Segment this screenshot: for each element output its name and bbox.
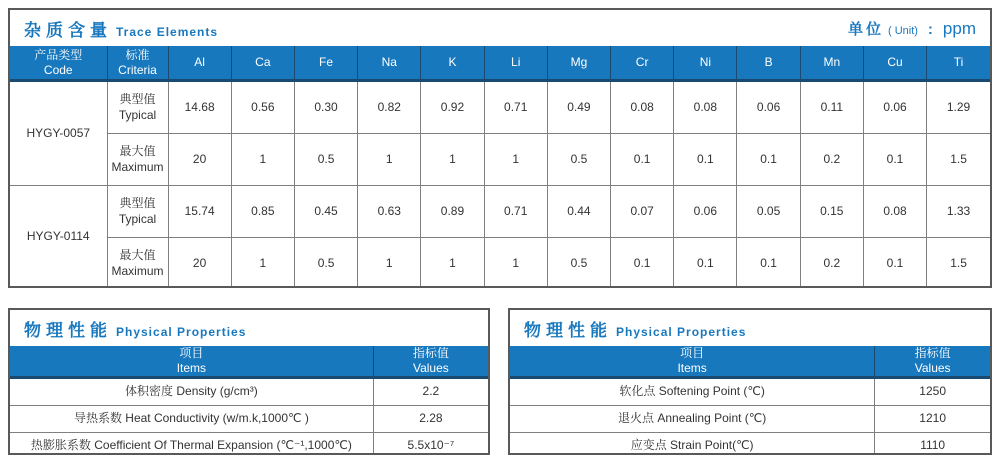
value-cell: 0.06	[674, 186, 737, 238]
value-cell: 0.2	[800, 238, 863, 289]
table-row	[10, 378, 488, 406]
header-criteria	[107, 46, 168, 81]
value-cell: 0.44	[547, 186, 610, 238]
physical-right-titlebar	[510, 310, 990, 346]
value-cell: 0.5	[294, 238, 357, 289]
header-values-zh: 指标值	[412, 346, 449, 360]
physical-left-header-row	[10, 346, 488, 378]
trace-elements-titlebar	[10, 10, 990, 46]
trace-elements-table	[10, 46, 990, 288]
physical-right-title-en: Physical Properties	[616, 324, 747, 339]
table-row	[10, 81, 990, 134]
trace-elements-panel	[8, 8, 992, 288]
value-cell: 1110	[875, 433, 990, 456]
code-cell: HYGY-0057	[10, 81, 107, 186]
physical-left-title-zh: 物理性能	[24, 320, 112, 340]
header-element-ti: Ti	[927, 46, 990, 81]
value-cell: 0.08	[863, 186, 926, 238]
criteria-zh: 典型值	[119, 91, 156, 106]
value-cell: 5.5x10⁻⁷	[373, 433, 488, 456]
value-cell: 0.2	[800, 134, 863, 186]
criteria-en: Typical	[118, 211, 157, 226]
value-cell: 0.71	[484, 81, 547, 134]
criteria-cell	[107, 134, 168, 186]
header-element-fe: Fe	[294, 46, 357, 81]
value-cell: 0.06	[737, 81, 800, 134]
value-cell: 0.85	[231, 186, 294, 238]
value-cell: 0.5	[547, 134, 610, 186]
header-values	[875, 346, 990, 378]
value-cell: 0.71	[484, 186, 547, 238]
trace-header-row	[10, 46, 990, 81]
value-cell: 0.1	[737, 238, 800, 289]
value-cell: 0.15	[800, 186, 863, 238]
table-row	[510, 433, 990, 456]
physical-left-title-en: Physical Properties	[116, 324, 247, 339]
value-cell: 0.1	[863, 238, 926, 289]
criteria-zh: 典型值	[119, 195, 156, 210]
header-element-al: Al	[168, 46, 231, 81]
criteria-en: Maximum	[111, 159, 164, 174]
value-cell: 0.49	[547, 81, 610, 134]
value-cell: 1	[421, 134, 484, 186]
value-cell: 1.5	[927, 134, 990, 186]
header-code	[10, 46, 107, 81]
value-cell: 0.07	[611, 186, 674, 238]
value-cell: 0.63	[358, 186, 421, 238]
value-cell: 0.1	[674, 134, 737, 186]
item-cell: 热膨胀系数 Coefficient Of Thermal Expansion (℃⁻¹,1000℃)	[10, 433, 373, 456]
table-row	[10, 134, 990, 186]
value-cell: 1	[484, 134, 547, 186]
header-element-k: K	[421, 46, 484, 81]
trace-title-en: Trace Elements	[116, 24, 219, 39]
header-element-cu: Cu	[863, 46, 926, 81]
physical-left-title	[24, 316, 246, 341]
header-element-mn: Mn	[800, 46, 863, 81]
value-cell: 1	[484, 238, 547, 289]
header-items-zh: 项目	[179, 346, 204, 360]
physical-left-titlebar	[10, 310, 488, 346]
value-cell: 1.33	[927, 186, 990, 238]
value-cell: 0.06	[863, 81, 926, 134]
header-element-ca: Ca	[231, 46, 294, 81]
header-element-cr: Cr	[611, 46, 674, 81]
header-code-en: Code	[43, 62, 73, 77]
value-cell: 0.5	[294, 134, 357, 186]
value-cell: 0.56	[231, 81, 294, 134]
value-cell: 0.08	[611, 81, 674, 134]
unit-colon: :	[927, 20, 933, 38]
header-values-en: Values	[412, 361, 449, 375]
criteria-cell	[107, 238, 168, 289]
table-row	[510, 378, 990, 406]
table-row	[10, 238, 990, 289]
value-cell: 0.1	[611, 134, 674, 186]
header-items-zh: 项目	[680, 346, 705, 360]
physical-right-table	[510, 346, 990, 455]
item-cell: 导热系数 Heat Conductivity (w/m.k,1000℃ )	[10, 406, 373, 433]
value-cell: 20	[168, 134, 231, 186]
header-element-mg: Mg	[547, 46, 610, 81]
value-cell: 1.29	[927, 81, 990, 134]
value-cell: 1210	[875, 406, 990, 433]
header-items-en: Items	[677, 361, 707, 375]
value-cell: 0.1	[863, 134, 926, 186]
value-cell: 0.92	[421, 81, 484, 134]
physical-left-table	[10, 346, 488, 455]
value-cell: 1	[358, 238, 421, 289]
value-cell: 0.82	[358, 81, 421, 134]
value-cell: 20	[168, 238, 231, 289]
table-row	[510, 406, 990, 433]
criteria-zh: 最大值	[119, 143, 156, 158]
table-row	[10, 186, 990, 238]
header-criteria-zh: 标准	[125, 47, 150, 62]
header-criteria-en: Criteria	[118, 62, 157, 77]
value-cell: 15.74	[168, 186, 231, 238]
trace-title	[24, 16, 218, 41]
physical-right-title	[524, 316, 746, 341]
value-cell: 0.5	[547, 238, 610, 289]
value-cell: 0.11	[800, 81, 863, 134]
criteria-cell	[107, 81, 168, 134]
value-cell: 2.2	[373, 378, 488, 406]
header-element-ni: Ni	[674, 46, 737, 81]
unit-zh: 单位	[847, 20, 884, 38]
physical-properties-left-panel	[8, 308, 490, 455]
header-code-zh: 产品类型	[34, 47, 83, 62]
value-cell: 0.30	[294, 81, 357, 134]
unit-paren: ( Unit)	[887, 24, 918, 37]
unit-value: ppm	[942, 18, 976, 38]
unit-label	[848, 18, 976, 39]
physical-right-header-row	[510, 346, 990, 378]
header-element-li: Li	[484, 46, 547, 81]
value-cell: 0.1	[611, 238, 674, 289]
value-cell: 0.45	[294, 186, 357, 238]
header-values	[373, 346, 488, 378]
header-element-b: B	[737, 46, 800, 81]
value-cell: 0.05	[737, 186, 800, 238]
header-items-en: Items	[176, 361, 207, 375]
code-cell: HYGY-0114	[10, 186, 107, 289]
table-row	[10, 406, 488, 433]
value-cell: 1	[421, 238, 484, 289]
value-cell: 2.28	[373, 406, 488, 433]
header-element-na: Na	[358, 46, 421, 81]
table-row	[10, 433, 488, 456]
header-values-zh: 指标值	[914, 346, 951, 360]
item-cell: 体积密度 Density (g/cm³)	[10, 378, 373, 406]
value-cell: 0.1	[737, 134, 800, 186]
value-cell: 14.68	[168, 81, 231, 134]
header-items	[510, 346, 875, 378]
value-cell: 1250	[875, 378, 990, 406]
item-cell: 应变点 Strain Point(℃)	[510, 433, 875, 456]
value-cell: 1.5	[927, 238, 990, 289]
header-items	[10, 346, 373, 378]
value-cell: 1	[358, 134, 421, 186]
physical-right-title-zh: 物理性能	[524, 320, 612, 340]
criteria-en: Maximum	[111, 263, 164, 278]
header-values-en: Values	[914, 361, 951, 375]
item-cell: 软化点 Softening Point (℃)	[510, 378, 875, 406]
trace-title-zh: 杂质含量	[24, 20, 112, 40]
criteria-zh: 最大值	[119, 247, 156, 262]
physical-properties-right-panel	[508, 308, 992, 455]
criteria-en: Typical	[118, 107, 157, 122]
value-cell: 1	[231, 238, 294, 289]
item-cell: 退火点 Annealing Point (℃)	[510, 406, 875, 433]
value-cell: 0.1	[674, 238, 737, 289]
value-cell: 0.08	[674, 81, 737, 134]
value-cell: 0.89	[421, 186, 484, 238]
criteria-cell	[107, 186, 168, 238]
value-cell: 1	[231, 134, 294, 186]
